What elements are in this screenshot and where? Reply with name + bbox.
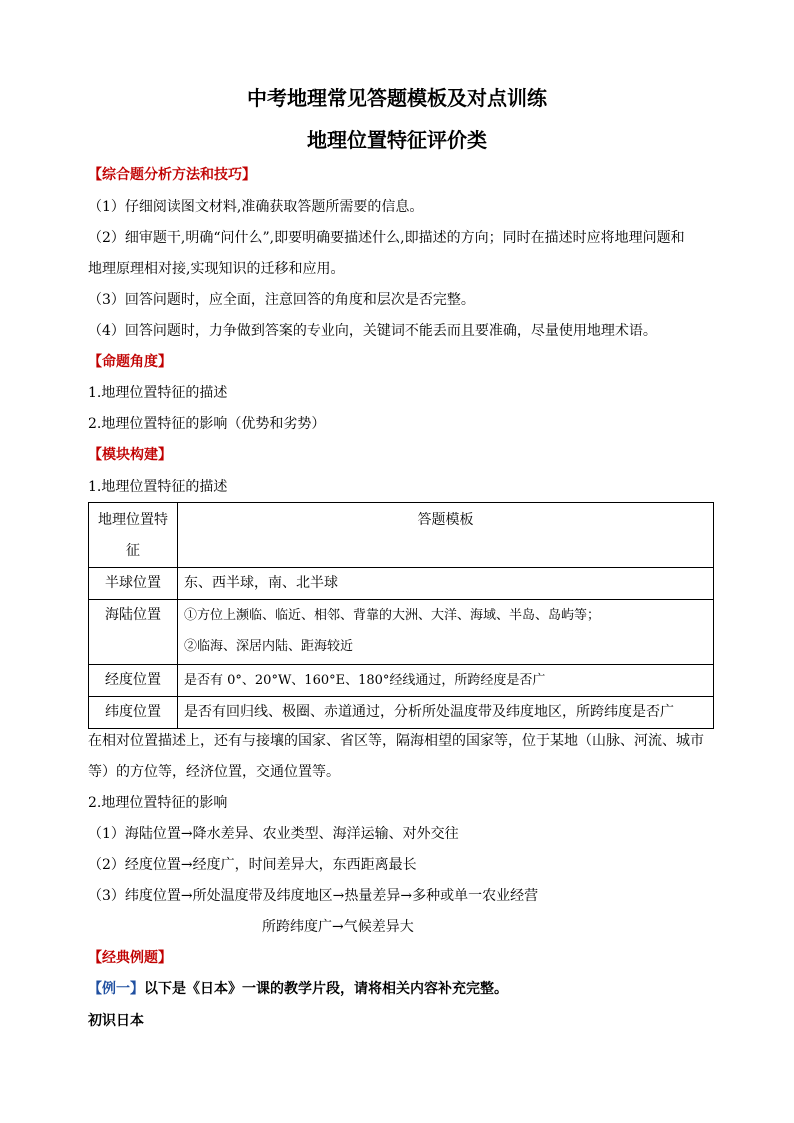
section-heading-examples: 【经典例题】 (88, 950, 172, 966)
table-header-feature: 地理位置特 征 (89, 503, 178, 568)
table-cell-content: 东、西半球，南、北半球 (178, 568, 714, 600)
relative-position-text-2: 等）的方位等，经济位置，交通位置等。 (88, 764, 340, 780)
module-intro: 1.地理位置特征的描述 (88, 479, 228, 495)
table-cell-content: ①方位上濒临、临近、相邻、背靠的大洲、大洋、海域、半岛、岛屿等； ②临海、深居内陆、距海较近 (178, 600, 714, 665)
method-item-1: （1）仔细阅读图文材料,准确获取答题所需要的信息。 (88, 199, 424, 215)
influence-title: 2.地理位置特征的影响 (88, 795, 228, 811)
influence-item-3-cont: 所跨纬度广→气候差异大 (262, 919, 414, 935)
influence-item-3: （3）纬度位置→所处温度带及纬度地区→热量差异→多种或单一农业经营 (88, 888, 539, 904)
document-title: 中考地理常见答题模板及对点训练 (247, 86, 547, 110)
section-heading-angles: 【命题角度】 (88, 354, 172, 370)
table-row (89, 665, 714, 697)
example-1 (88, 979, 508, 999)
influence-item-2: （2）经度位置→经度广，时间差异大，东西距离最长 (88, 857, 417, 873)
template-table (88, 502, 714, 729)
table-row (89, 600, 714, 665)
method-item-2-cont: 地理原理相对接,实现知识的迁移和应用。 (88, 261, 345, 277)
table-cell-label: 半球位置 (89, 568, 178, 600)
table-row (89, 568, 714, 600)
relative-position-text-1: 在相对位置描述上，还有与接壤的国家、省区等，隔海相望的国家等，位于某地（山脉、河流、城市 (88, 733, 704, 749)
section-heading-methods: 【综合题分析方法和技巧】 (88, 167, 256, 183)
table-cell-label: 海陆位置 (89, 600, 178, 665)
document-subtitle: 地理位置特征评价类 (307, 128, 487, 152)
influence-item-1: （1）海陆位置→降水差异、农业类型、海洋运输、对外交往 (88, 826, 459, 842)
method-item-4: （4）回答问题时，力争做到答案的专业向，关键词不能丢而且要准确，尽量使用地理术语。 (88, 323, 657, 339)
table-header-row (89, 503, 714, 568)
example-text: 以下是《日本》一课的教学片段，请将相关内容补充完整。 (144, 981, 508, 997)
table-cell-content: 是否有回归线、极圈、赤道通过，分析所处温度带及纬度地区，所跨纬度是否广 (178, 697, 714, 729)
angle-item-1: 1.地理位置特征的描述 (88, 385, 228, 401)
table-cell-label: 纬度位置 (89, 697, 178, 729)
angle-item-2: 2.地理位置特征的影响（优势和劣势） (88, 416, 326, 432)
table-header-template: 答题模板 (178, 503, 714, 568)
method-item-3: （3）回答问题时，应全面，注意回答的角度和层次是否完整。 (88, 292, 475, 308)
section-heading-module: 【模块构建】 (88, 447, 172, 463)
table-cell-label: 经度位置 (89, 665, 178, 697)
table-row (89, 697, 714, 729)
example-subheading: 初识日本 (88, 1013, 144, 1029)
table-cell-content: 是否有 0°、20°W、160°E、180°经线通过，所跨经度是否广 (178, 665, 714, 697)
example-label: 【例一】 (88, 981, 144, 997)
method-item-2: （2）细审题干,明确“问什么”,即要明确要描述什么,即描述的方向；同时在描述时应将地理问题和 (88, 230, 685, 246)
